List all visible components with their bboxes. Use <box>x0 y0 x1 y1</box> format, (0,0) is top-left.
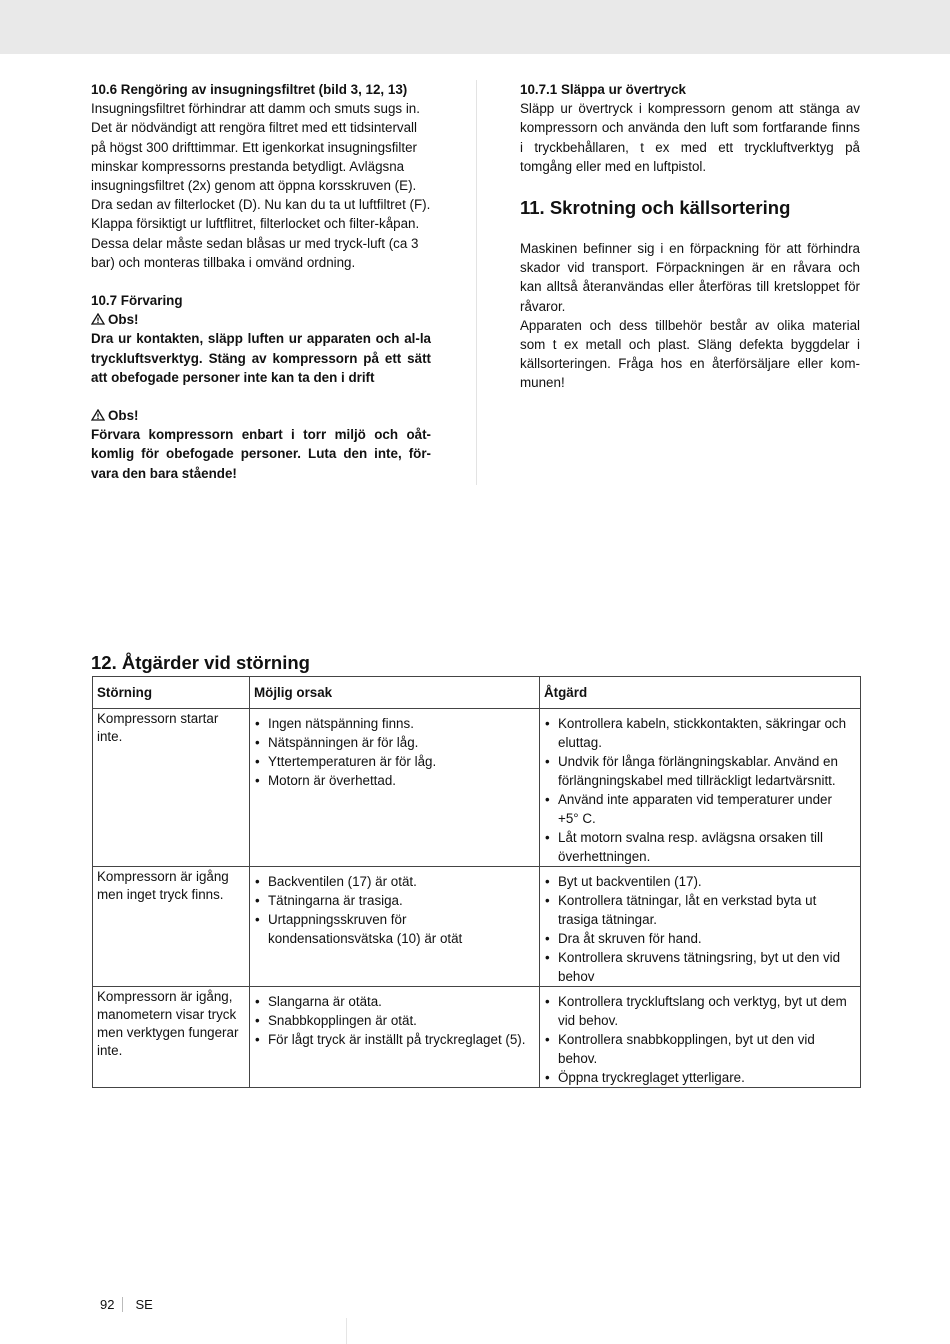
action-cell <box>540 867 861 987</box>
list-item: • Backventilen (17) är otät. <box>254 872 535 891</box>
section-11-heading: 11. Skrotning och källsortering <box>520 197 791 219</box>
list-item: • Kontrollera snabbkopplingen, byt ut den vid behov. <box>544 1030 856 1068</box>
table-row <box>93 867 861 987</box>
action-cell <box>540 987 861 1088</box>
obs-1-text: Dra ur kontakten, släpp luften ur apparaten och al-la tryckluftsverktyg. Stäng av kompressorn på ett sätt att obefogade personer inte kan ta den i drift <box>91 331 431 385</box>
list-item: • Urtappningsskruven för kondensationsvätska (10) är otät <box>254 910 535 948</box>
troubleshooting-table <box>92 676 861 1088</box>
left-column <box>91 80 431 483</box>
list-item: • Yttertemperaturen är för låg. <box>254 752 535 771</box>
list-item: • Snabbkopplingen är otät. <box>254 1011 535 1030</box>
obs-1-text-label: Obs! <box>108 312 139 328</box>
section-10-7-heading: 10.7 Förvaring <box>91 293 183 309</box>
table-row <box>93 709 861 867</box>
list-item: • Öppna tryckreglaget ytterligare. <box>544 1068 856 1087</box>
section-10-7-1-body: Släpp ur övertryck i kompressorn genom att stänga av kompressorn och använda den luft som fortfarande finns i tryckbehållaren, t ex med ett tryckluftverktyg på tomgång eller med en luftpistol. <box>520 101 860 174</box>
column-header-mojlig-orsak: Möjlig orsak <box>250 677 540 709</box>
section-11-paragraph-1: Maskinen befinner sig i en förpackning för att förhindra skador vid transport. Förpackningen är en råvara och kan alltså återanvändas eller återföras till kretsloppet för råvaror. <box>520 241 860 314</box>
cause-cell <box>250 867 540 987</box>
list-item: • Låt motorn svalna resp. avlägsna orsaken till överhettningen. <box>544 828 856 866</box>
section-11-paragraph-2: Apparaten och dess tillbehör består av olika material som t ex metall och plast. Släng defekta byggdelar i källsorteringen. Fråga hos en återförsäljare eller kom-munen! <box>520 317 860 391</box>
list-item: • Undvik för långa förlängningskablar. Använd en förlängningskabel med tillräckligt ledartvärsnitt. <box>544 752 856 790</box>
symptom-cell: Kompressorn är igång, manometern visar tryck men verktygen fungerar inte. <box>93 987 250 1088</box>
list-item: • Kontrollera tätningar, låt en verkstad byta ut trasiga tätningar. <box>544 891 856 929</box>
list-item: • Kontrollera skruvens tätningsring, byt ut den vid behov <box>544 948 856 986</box>
right-column <box>520 80 860 393</box>
section-10-6-heading: 10.6 Rengöring av insugningsfiltret (bild 3, 12, 13) <box>91 82 408 97</box>
warning-triangle-icon <box>91 313 105 325</box>
section-10-6-body: Insugningsfiltret förhindrar att damm och smuts sugs in. Det är nödvändigt att rengöra filtret med ett tidsintervall på högst 300 drifttimmar. Ett igenkorkat insugningsfilter minskar kompressorns prestanda betydligt. Avlägsna insugningsfiltret (2x) genom att öppna korsskruven (E). Dra sedan av filterlocket (D). Nu kan du ta ut luftfiltret (F). Klappa försiktigt ur luftflitret, filterlocket och filter-kåpan. Dessa delar måste sedan blåsas ur med tryck-luft (ca 3 bar) och monteras tillbaka i omvänd ordning. <box>91 101 431 270</box>
language-code: SE <box>135 1297 153 1312</box>
list-item: • Ingen nätspänning finns. <box>254 714 535 733</box>
list-item: • För lågt tryck är inställt på tryckreglaget (5). <box>254 1030 535 1049</box>
obs-2-label <box>91 406 431 425</box>
section-12-heading: 12. Åtgärder vid störning <box>91 652 310 673</box>
page-footer <box>100 1297 153 1312</box>
symptom-cell: Kompressorn startar inte. <box>93 709 250 867</box>
list-item: • Motorn är överhettad. <box>254 771 535 790</box>
table-row <box>93 987 861 1088</box>
list-item: • Använd inte apparaten vid temperaturer under +5° C. <box>544 790 856 828</box>
column-header-storning: Störning <box>93 677 250 709</box>
list-item: • Dra åt skruven för hand. <box>544 929 856 948</box>
section-10-7-1-heading: 10.7.1 Släppa ur övertryck <box>520 82 686 97</box>
page-number: 92 <box>100 1297 123 1312</box>
obs-1-label <box>91 310 431 329</box>
list-item: • Byt ut backventilen (17). <box>544 872 856 891</box>
cause-cell <box>250 709 540 867</box>
bottom-divider-mark <box>346 1318 347 1344</box>
column-header-atgard: Åtgärd <box>540 677 861 709</box>
warning-triangle-icon <box>91 409 105 421</box>
obs-2-text: Förvara kompressorn enbart i torr miljö och oåt-komlig för obefogade personer. Luta den inte, för-vara den bara stående! <box>91 427 431 481</box>
column-divider <box>476 80 477 485</box>
action-cell <box>540 709 861 867</box>
list-item: • Nätspänningen är för låg. <box>254 733 535 752</box>
list-item: • Tätningarna är trasiga. <box>254 891 535 910</box>
list-item: • Kontrollera tryckluftslang och verktyg, byt ut dem vid behov. <box>544 992 856 1030</box>
symptom-cell: Kompressorn är igång men inget tryck finns. <box>93 867 250 987</box>
table-header-row <box>93 677 861 709</box>
list-item: • Slangarna är otäta. <box>254 992 535 1011</box>
list-item: • Kontrollera kabeln, stickkontakten, säkringar och eluttag. <box>544 714 856 752</box>
top-header-band <box>0 0 950 54</box>
cause-cell <box>250 987 540 1088</box>
obs-2-text-label: Obs! <box>108 408 139 424</box>
